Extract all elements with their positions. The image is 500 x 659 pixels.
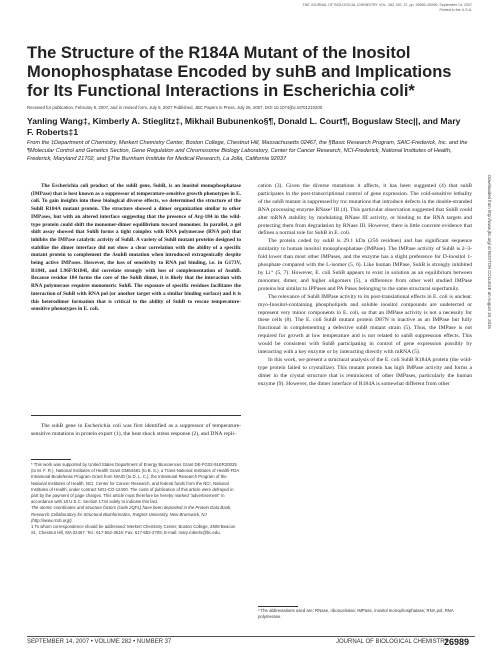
body-paragraph: cation (3). Given the diverse mutations it affects, it has been suggested (4) that suhB participates in the post-transcriptional control of gene expression. The cold-sensitive lethality of the suhB mutant is suppressed by rnc mutations that introduce defects in the double-stranded RNA processing enzyme RNase² III (4). This particular observation suggested that SuhB could alter mRNA stability by modulating RNase III activity, or binding to the RNA targets and protecting them from degradation by RNase III. However, there is little concrete evidence that defines a normal role for SuhB in E. coli. [258, 183, 472, 237]
footnote-divider [31, 459, 71, 460]
footer-journal-name: JOURNAL OF BIOLOGICAL CHEMISTRY [336, 639, 449, 645]
footnote-funding: * This work was supported by United States Department of Energy Biosciences Grant DE-FG02-91ER20025 (to M. F. R.), National Institutes of Health Grant GM64481 (to B. S.), a Trans-National Institutes of Health-FDA Intramural Biodefense Program Grant from NIAID (to D. L. C.), the Intramural Research Program of the National Institutes of Health, NCI, Center for Cancer Research, and federal funds from the NCI, National Institutes of Health, under contract NO1-CO-12400. The costs of publication of this article were defrayed in part by the payment of page charges. This article must therefore be hereby marked "advertisement" in accordance with 18 U.S.C. Section 1734 solely to indicate this fact. [31, 462, 240, 505]
received-line: Received for publication, February 8, 2007, and in revised form, July 5, 2007 Published, JBC Papers in Press, July 25, 2007, DOI 10.1074/jbc.M701210200 [27, 105, 323, 110]
abstract [31, 183, 241, 314]
footnote-pdb: The atomic coordinates and structure factors (code 2QFL) have been deposited in the Protein Data Bank, Research Collaboratory for Structural Bioinformatics, Rutgers University, New Brunswick, NJ (http://www.rcsb.org/). [31, 505, 232, 523]
body-paragraph: In this work, we present a structural analysis of the E. coli SuhB R184A protein (the wild-type protein failed to crystallize). This mutant protein has high IMPase activity and forms a dimer in the crystal structure that is reminiscent of other IMPases, particularly the human enzyme (9). However, the dimer interface of R184A is somewhat different from other [258, 356, 472, 387]
journal-header-line2: Printed in the U.S.A. [439, 8, 472, 12]
abbreviations-footnote: ² The abbreviations used are: RNase, ribonuclease; IMPase, inositol monophosphatase; RNA pol, RNA polymerase. [258, 608, 454, 620]
download-watermark [486, 175, 492, 475]
journal-header [232, 3, 472, 13]
download-watermark-text: Downloaded from http://www.jbc.org/ at BOSTON COLLEGE on August 18, 2016 [487, 175, 492, 329]
article-title: The Structure of the R184A Mutant of the Inositol Monophosphatase Encoded by suhB and Implications for Its Functional Interactions in Escherichia coli* [27, 44, 452, 100]
body-paragraph: The protein coded by suhB is 29.1 kDa (256 residues) and has significant sequence similarity to human inositol monophosphatase (IMPase). The IMPase activity of SuhB is 2–3-fold lower than most other IMPases, and the enzyme has a slight preference for D-inositol 1-phosphate compared with the L-isomer (5, 6). Like human IMPase, SuhB is strongly inhibited by Li⁺ (5, 7). However, E. coli SuhB appears to exist in solution as an equilibrium between monomer, dimer, and higher oligomers (5), a difference from other well studied IMPase proteins but similar to IPPases and PA Pases belonging to the same structural superfamily. [258, 238, 472, 292]
author-list: Yanling Wang‡, Kimberly A. Stieglitz‡, Mikhail Bubunenko§¶, Donald L. Court¶, Boguslaw Stec||, and Mary F. Roberts‡1 [27, 116, 461, 137]
footer-divider [27, 636, 475, 637]
right-column [258, 183, 472, 389]
footnote-correspondence: 1 To whom correspondence should be addressed: Merkert Chemistry Center, Boston College, 2609 Beacon St., Chestnut Hill, MA 02467. Tel.: 617-552-3616; Fax: 617-552-2705; E-mail: mary.roberts@bc.edu. [31, 524, 236, 536]
journal-header-line1: THE JOURNAL OF BIOLOGICAL CHEMISTRY VOL. 282, NO. 37, pp. 26989–26996, September 14, 2007 [302, 3, 472, 7]
intro-text: The suhB gene in Escherichia coli was first identified as a suppressor of temperature-sensitive mutations in protein export (1), the heat shock stress response (2), and DNA repli- [31, 423, 241, 437]
abstract-text: The Escherichia coli product of the suhB gene, SuhB, is an inositol monophosphatase (IMPase) that is best known as a suppressor of temperature-sensitive growth phenotypes in E. coli. To gain insights into these biological diverse effects, we determined the structure of the SuhB R184A mutant protein. The structure showed a dimer organization similar to other IMPases, but with an altered interface suggesting that the presence of Arg-184 in the wild-type protein could shift the monomer-dimer equilibrium toward monomer. In parallel, a gel shift assay showed that SuhB forms a tight complex with RNA polymerase (RNA pol) that inhibits the IMPase catalytic activity of SuhB. A variety of SuhB mutant proteins designed to stabilize the dimer interface did not show a clear correlation with the ability of a specific mutant protein to complement the ΔsuhB mutation when introduced extragenically despite being active IMPases. However, the loss of sensitivity to RNA pol binding, i.e. in G173V, R184I, and L96F/R184I, did correlate strongly with loss of complementation of ΔsuhB. Because residue 184 forms the core of the SuhB dimer, it is likely that the interaction with RNA polymerase requires monomeric SuhB. The exposure of specific residues facilitates the interaction of SuhB with RNA pol (or another target with a similar binding surface) and it is this heterodimer formation that is critical to the ability of SuhB to rescue temperature-sensitive phenotypes in E. coli. [31, 183, 241, 313]
footnotes [31, 462, 241, 536]
intro-paragraph [31, 423, 241, 439]
page-number: 26989 [444, 637, 470, 647]
abstract-divider [31, 415, 241, 416]
body-paragraph: The relevance of SuhB IMPase activity to its post-translational effects in E. coli is unclear. myo-Inositol-containing phospholipids and soluble inositol compounds are undetected or represent very minor components in E. coli, so that an IMPase activity is not a necessity for these cells (8). The E. coli SuhB mutant protein D87N is inactive as an IMPase but fully functional in complementing a defective suhB mutant strain (5). Thus, the IMPase is not required for growth at low temperature and is not related to suhB suppression effects. This would be consistent with SuhB participating in control of gene expression possibly by interacting with a key enzyme or by interacting directly with mRNA (5). [258, 293, 472, 356]
footer-issue-info: SEPTEMBER 14, 2007 • VOLUME 282 • NUMBER 37 [27, 639, 172, 645]
affiliations: From the ‡Department of Chemistry, Merkert Chemistry Center, Boston College, Chestnut Hill, Massachusetts 02467, the §Basic Research Program, SAIC-Frederick, Inc. and the ¶Molecular Control and Genetics Section, Gene Regulation and Chromosome Biology Laboratory, Center for Cancer Research, NCI-Frederick, National Institutes of Health, Frederick, Maryland 21702, and ||The Burnham Institute for Medical Research, La Jolla, California 92037 [27, 140, 468, 162]
abbreviations-divider [258, 606, 298, 607]
